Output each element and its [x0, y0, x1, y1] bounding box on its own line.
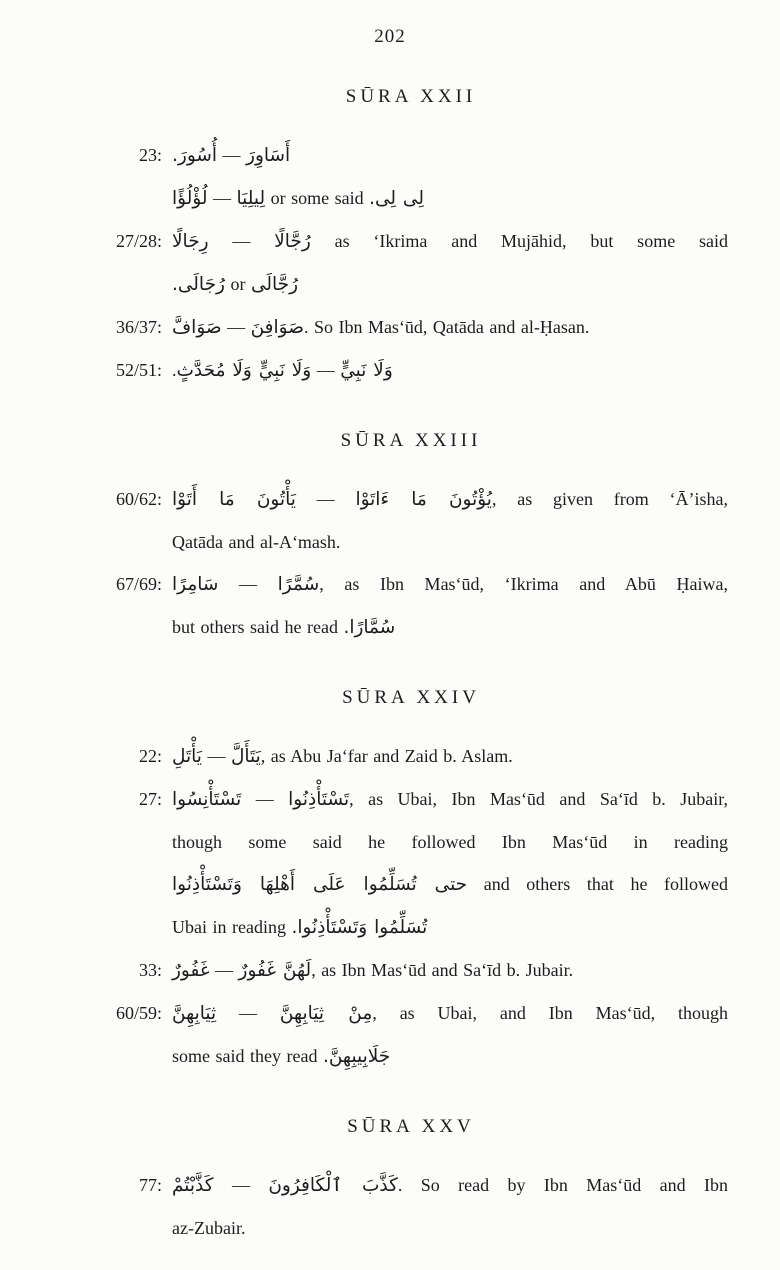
arabic-text: سُمَّارًا. [343, 617, 396, 638]
entry-line [60, 220, 728, 263]
line-content [172, 177, 728, 220]
sura-heading: SŪRA XXV [347, 1116, 475, 1137]
sura-heading: SŪRA XXIV [342, 687, 480, 708]
verse-ref: 33: [138, 960, 162, 980]
arabic-text: رِجَالًا [172, 231, 209, 252]
english-text: — [231, 1175, 250, 1195]
line-content [172, 521, 728, 563]
arabic-text: صَوَافِنَ [250, 317, 304, 338]
english-text: , as Abu Ja‘far and Zaid b. Aslam. [260, 746, 513, 766]
english-text: az-Zubair. [172, 1218, 246, 1238]
entry-line [60, 863, 728, 906]
entry-line [60, 821, 728, 863]
english-text: , as Ibn Mas‘ūd and Sa‘īd b. Jubair. [311, 960, 574, 980]
sura-heading: SŪRA XXIII [340, 430, 482, 451]
english-text: — [227, 317, 246, 337]
arabic-text: كَذَّبَ ٱلْكَافِرُونَ [268, 1175, 398, 1196]
verse-ref: 27/28: [115, 231, 162, 251]
arabic-text: حتى تُسَلِّمُوا عَلَى أَهْلِهَا وَتَسْتَأْذِنُوا [172, 874, 468, 895]
entry-line [60, 306, 728, 349]
entry-line [60, 606, 728, 649]
arabic-text: رُجَّالَى [250, 274, 299, 295]
line-content [172, 220, 728, 263]
arabic-text: وَلَا نَبِيٍّ وَلَا مُحَدَّثٍ [176, 360, 312, 381]
english-text: some said they read [172, 1046, 318, 1066]
verse-ref: 22: [138, 746, 162, 766]
verse-ref: 27: [138, 789, 162, 809]
line-content [172, 863, 728, 906]
english-text: — [222, 145, 241, 165]
arabic-text: رُجَّالًا [274, 231, 311, 252]
arabic-text: وَلَا نَبِيٍّ [340, 360, 393, 381]
verse-ref: 77: [138, 1175, 162, 1195]
line-content [172, 735, 728, 778]
arabic-text: كَذَّبْتُمْ [172, 1175, 214, 1196]
entry-line [60, 1035, 728, 1078]
line-content [172, 778, 728, 821]
entry-line [60, 349, 728, 392]
entry-line [60, 134, 728, 177]
line-content [172, 263, 728, 306]
verse-ref: 52/51: [115, 360, 162, 380]
entry-line [60, 263, 728, 306]
arabic-text: مِنْ ثِيَابِهِنَّ [279, 1003, 373, 1024]
english-text: — [316, 489, 335, 509]
english-text: — [239, 1003, 258, 1023]
arabic-text: يَتَأَلَّ [230, 746, 261, 767]
english-text: — [207, 746, 226, 766]
english-text: . So Ibn Mas‘ūd, Qatāda and al-Ḥasan. [303, 317, 590, 337]
english-text: . So read by Ibn Mas‘ūd and Ibn [397, 1175, 728, 1195]
english-text: and others that he followed [483, 874, 728, 894]
arabic-text: غَفُورٌ [172, 960, 210, 981]
arabic-text: يَأْتَلِ [172, 746, 202, 767]
arabic-text: صَوَافَّ [172, 317, 222, 338]
line-content [172, 949, 728, 992]
entry-line [60, 906, 728, 949]
entries-root [60, 86, 728, 1249]
english-text: as ‘Ikrima and Mujāhid, but some said [334, 231, 729, 251]
verse-ref: 23: [138, 145, 162, 165]
entry-line [60, 1164, 728, 1207]
line-content [172, 821, 728, 863]
english-text: Ubai in reading [172, 917, 286, 937]
english-text: — [215, 960, 234, 980]
arabic-text: تَسْتَأْذِنُوا [288, 789, 350, 810]
english-text: — [232, 231, 251, 251]
english-text: . [172, 360, 177, 380]
line-content [172, 306, 728, 349]
entry-line [60, 521, 728, 563]
entry-line [60, 992, 728, 1035]
sura-heading: SŪRA XXII [345, 86, 477, 107]
line-content [172, 349, 728, 392]
entry-line [60, 177, 728, 220]
arabic-text: لَهُنَّ غَفُورٌ [238, 960, 312, 981]
line-content [172, 478, 728, 521]
arabic-text: لُؤْلُؤًا [172, 188, 208, 209]
arabic-text: تُسَلِّمُوا وَتَسْتَأْذِنُوا. [291, 917, 428, 938]
english-text: — [213, 188, 232, 208]
english-text: , as given from ‘Ā’isha, [491, 489, 728, 509]
entry-line [60, 563, 728, 606]
english-text: , as Ibn Mas‘ūd, ‘Ikrima and Abū Ḥaiwa, [319, 574, 728, 594]
entry-line [60, 778, 728, 821]
english-text: , as Ubai, and Ibn Mas‘ūd, though [372, 1003, 729, 1023]
english-text: — [255, 789, 274, 809]
line-content [172, 906, 728, 949]
arabic-text: أَسَاوِرَ [246, 145, 291, 166]
arabic-text: ثِيَابِهِنَّ [172, 1003, 217, 1024]
line-content [172, 992, 728, 1035]
line-content [172, 1207, 728, 1249]
line-content [172, 563, 728, 606]
english-text: — [316, 360, 335, 380]
english-text: Qatāda and al-A‘mash. [172, 532, 341, 552]
line-content [172, 1164, 728, 1207]
english-text: , as Ubai, Ibn Mas‘ūd and Sa‘īd b. Jubair, [349, 789, 729, 809]
verse-ref: 60/62: [115, 489, 162, 509]
english-text: but others said he read [172, 617, 338, 637]
page-number: 202 [374, 26, 406, 47]
arabic-text: لِيلِيَا [236, 188, 266, 209]
arabic-text: يَأْتُونَ مَا أَتَوْا [172, 489, 296, 510]
entry-line [60, 478, 728, 521]
arabic-text: تَسْتَأْنِسُوا [172, 789, 242, 810]
line-content [172, 1035, 728, 1078]
verse-ref: 60/59: [115, 1003, 162, 1023]
english-text: or [230, 274, 246, 294]
arabic-text: سُمَّرًا [277, 574, 320, 595]
line-content [172, 606, 728, 649]
arabic-text: أُسُورَ. [172, 145, 218, 166]
entry-line [60, 1207, 728, 1249]
verse-ref: 36/37: [115, 317, 162, 337]
line-content [172, 134, 728, 177]
arabic-text: يُؤْتُونَ مَا ءَاتَوْا [355, 489, 492, 510]
english-text: or some said [270, 188, 364, 208]
english-text: — [239, 574, 258, 594]
arabic-text: جَلَابِيبِهِنَّ. [322, 1046, 391, 1067]
arabic-text: سَامِرًا [172, 574, 219, 595]
verse-ref: 67/69: [115, 574, 162, 594]
arabic-text: رُجَالَى. [172, 274, 225, 295]
arabic-text: لِى لِى. [369, 188, 424, 209]
english-text: though some said he followed Ibn Mas‘ūd in reading [172, 832, 728, 852]
entry-line [60, 735, 728, 778]
entry-line [60, 949, 728, 992]
